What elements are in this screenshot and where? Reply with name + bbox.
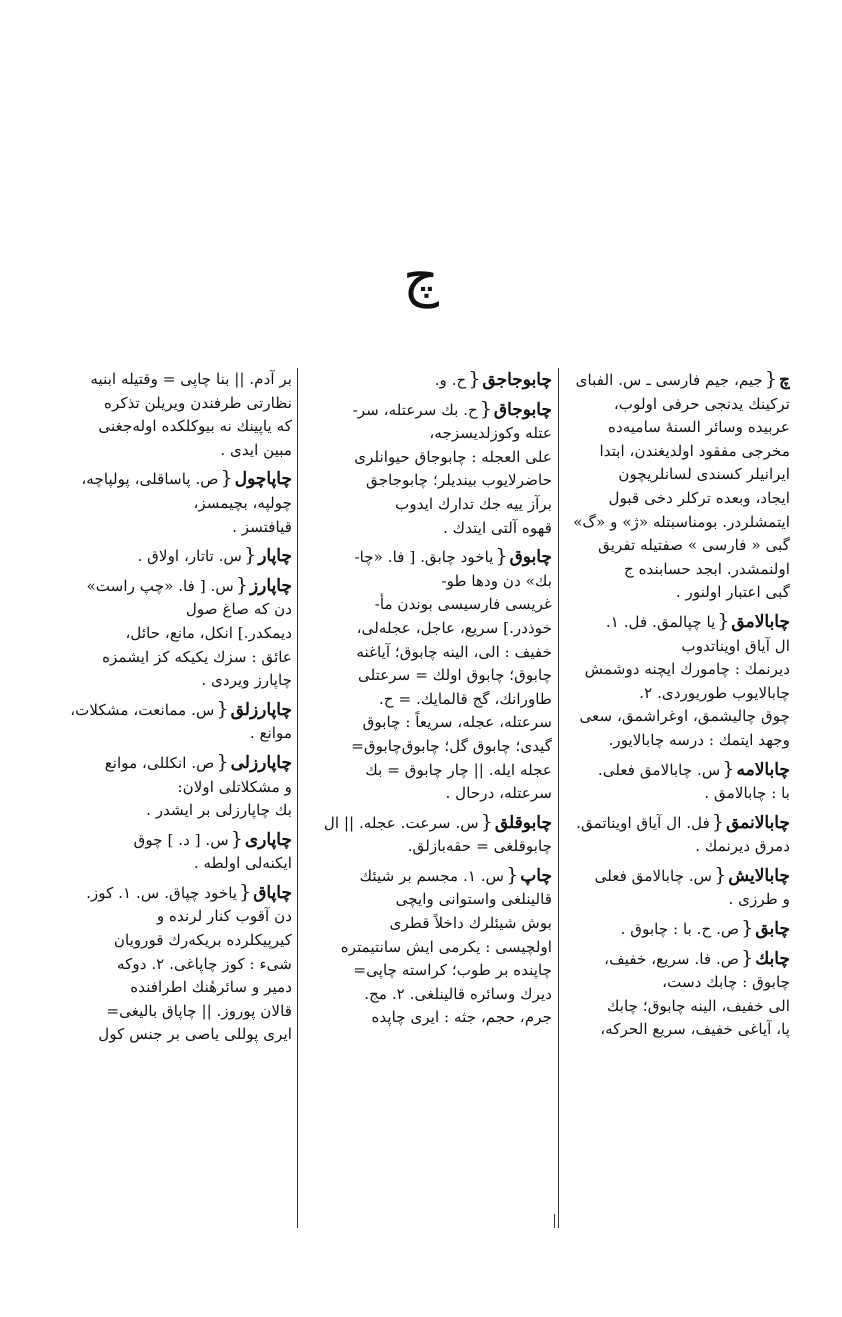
- entry-headword: چاپارزلق: [230, 699, 292, 720]
- entry-text: ال آیاق اویناتدوب: [681, 636, 790, 655]
- entry-line: [40, 622, 292, 646]
- entry-text: چابوقلغی = حقه‌بازلق.: [407, 837, 552, 856]
- entry-line: [40, 722, 292, 746]
- dictionary-entry: [302, 811, 552, 859]
- entry-text: ص. انکللی، موانع: [104, 753, 215, 772]
- entry-text: جرم، حجم، جثه : ایری چاپده: [371, 1008, 552, 1027]
- entry-line: [302, 811, 552, 836]
- entry-text: یاخود چابق. [ فا. «چا-: [354, 548, 494, 567]
- entry-line: [564, 635, 790, 659]
- entry-text: قهوه آلتی ایتدك .: [443, 518, 552, 537]
- entry-text: س. سرعت. عجله. || ال: [323, 813, 479, 832]
- entry-headword: چاپارز: [249, 575, 292, 596]
- column-divider: [558, 368, 559, 1228]
- entry-text: دن که صاغ صول: [185, 600, 292, 619]
- dictionary-entry: [564, 811, 790, 859]
- entry-headword: چ: [779, 370, 790, 390]
- entry-line: [40, 1000, 292, 1024]
- entry-text: غریسی فارسیسی بوندن مأ-: [374, 595, 552, 614]
- entry-line: [302, 782, 552, 806]
- entry-text: بك چاپارزلی بر ایشدر .: [146, 801, 292, 820]
- entry-line: [564, 658, 790, 682]
- entry-line: [40, 574, 292, 599]
- entry-text: چولپه، بچیمسز،: [193, 493, 292, 512]
- entry-line: [302, 711, 552, 735]
- entry-line: [564, 1018, 790, 1042]
- column-divider: [297, 368, 298, 1228]
- entry-text: بك» دن ودها طو-: [441, 571, 552, 590]
- entry-line: [564, 758, 790, 783]
- entry-line: [564, 729, 790, 753]
- entry-line: [302, 983, 552, 1007]
- entry-text: قالان پوروز. || چاپاق بالیغی=: [106, 1001, 292, 1020]
- brace-mark: {: [764, 368, 778, 390]
- entry-line: [40, 905, 292, 929]
- entry-line: [40, 698, 292, 723]
- entry-line: [564, 558, 790, 582]
- entry-text: چاپنده بر طوب؛ کراسته چاپی=: [353, 961, 552, 980]
- entry-line: [302, 617, 552, 641]
- entry-text: س. چابالامق فعلی: [594, 866, 713, 885]
- entry-headword: چاپاری: [244, 829, 292, 850]
- column-left: [40, 368, 292, 1238]
- section-letter-heading: چ: [402, 244, 440, 309]
- entry-text: چابوق؛ چابوق اولك = سرعتلی: [357, 666, 552, 685]
- entry-line: [302, 398, 552, 423]
- entry-text: ح. بك سرعتله، سر-: [352, 400, 478, 419]
- entry-headword: چابوق: [509, 547, 552, 568]
- entry-line: [40, 669, 292, 693]
- entry-line: [40, 544, 292, 569]
- entry-line: [40, 852, 292, 876]
- entry-text: عائق : سزك یکیکه کز ایشمزه: [102, 647, 292, 666]
- entry-headword: چابوقلق: [494, 812, 552, 833]
- entry-text: الی خفیف، الینه چابوق؛ چابك: [607, 996, 790, 1015]
- entry-line: [564, 511, 790, 535]
- dictionary-entry: [40, 467, 292, 539]
- entry-line: [302, 493, 552, 517]
- entry-text: دمیر و سائرهٔنك اطرافنده: [130, 978, 292, 997]
- entry-line: [564, 368, 790, 393]
- brace-mark: {: [230, 827, 243, 850]
- entry-text: عربیده وسائر السنهٔ سامیه‌ده: [607, 418, 790, 437]
- entry-line: [302, 570, 552, 594]
- entry-text: اولچیسی : یکرمی ایش سانتیمتره: [340, 937, 552, 956]
- dictionary-entry: [302, 398, 552, 541]
- entry-line: [564, 811, 790, 836]
- entry-line: [40, 392, 292, 416]
- entry-line: [40, 751, 292, 776]
- entry-text: و مشکلاتلی اولان:: [177, 777, 292, 796]
- entry-text: ص. ح. با : چابوق .: [620, 920, 740, 939]
- entry-text: خفیف : الی، الینه چابوق؛ آیاغنه: [356, 642, 552, 661]
- column-middle: [302, 368, 552, 1238]
- entry-line: [564, 463, 790, 487]
- entry-line: [40, 516, 292, 540]
- entry-line: [564, 581, 790, 605]
- brace-mark: {: [722, 757, 735, 780]
- entry-headword: چابوجاجق: [482, 370, 552, 390]
- entry-headword: چاپار: [258, 546, 292, 567]
- entry-line: [302, 1006, 552, 1030]
- entry-text: مخرجی مفقود اولدیغندن، ابتدا: [599, 441, 790, 460]
- entry-line: [564, 416, 790, 440]
- entry-line: [302, 835, 552, 859]
- entry-line: [40, 881, 292, 906]
- entry-line: [302, 641, 552, 665]
- entry-text: با : چابالامق .: [704, 784, 790, 803]
- entry-text: سرعتله، درحال .: [445, 784, 552, 803]
- entry-headword: چابوجاق: [493, 399, 552, 420]
- entry-text: ایکنه‌لی اولطه .: [193, 854, 292, 873]
- dictionary-entry: [40, 544, 292, 569]
- dictionary-entry: [302, 545, 552, 806]
- entry-line: [40, 646, 292, 670]
- entry-text: چابالایوب طوریوردی. ۲.: [639, 683, 790, 702]
- brace-mark: {: [479, 397, 492, 420]
- entry-headword: چاپ: [520, 865, 552, 886]
- entry-text: و طرزی .: [728, 890, 790, 909]
- entry-text: عجله ایله. || چار چابوق = بك: [365, 760, 552, 779]
- entry-line: [40, 828, 292, 853]
- entry-line: [40, 976, 292, 1000]
- entry-text: دیرنمك : چامورك ایچنه دوشمش: [584, 660, 790, 679]
- entry-text: س. [ فا. «چپ راست»: [86, 576, 234, 595]
- entry-text: کیرپیکلرده بریکه‌رك قورویان: [113, 931, 292, 950]
- brace-mark: {: [506, 863, 519, 886]
- dictionary-entry: [40, 828, 292, 876]
- dictionary-entry: [40, 881, 292, 1047]
- entry-line: [302, 593, 552, 617]
- entry-line: [302, 959, 552, 983]
- entry-line: [40, 953, 292, 977]
- entry-line: [564, 917, 790, 942]
- dictionary-entry: [564, 917, 790, 942]
- brace-mark: {: [495, 545, 508, 568]
- entry-text: گبی اعتبار اولنور .: [675, 583, 790, 602]
- column-right: [564, 368, 790, 1238]
- entry-line: [302, 936, 552, 960]
- dictionary-entry: [564, 758, 790, 806]
- entry-text: دیرك وسائره قالینلغی. ۲. مج.: [364, 984, 552, 1003]
- entry-text: س. ۱. مجسم بر شیئك: [359, 866, 505, 885]
- entry-headword: چابق: [755, 919, 790, 940]
- brace-mark: {: [468, 368, 481, 390]
- entry-line: [302, 735, 552, 759]
- entry-text: جیم، جیم فارسی ـ س. الفبای: [575, 371, 763, 389]
- dictionary-entry: [564, 864, 790, 912]
- brace-mark: {: [220, 467, 233, 490]
- entry-text: چوق چالیشمق، اوغراشمق، سعی: [579, 707, 790, 726]
- entry-line: [564, 393, 790, 417]
- entry-headword: چابالامه: [736, 759, 790, 780]
- entry-line: [40, 492, 292, 516]
- entry-text: اولنمشدر. ابجد حسابنده ج: [623, 559, 790, 578]
- dictionary-entry: [40, 751, 292, 823]
- entry-text: خوذدر.] سریع، عاجل، عجله‌لی،: [356, 618, 552, 637]
- brace-mark: {: [711, 810, 724, 833]
- dictionary-entry: [564, 947, 790, 1042]
- entry-line: [302, 422, 552, 446]
- brace-mark: {: [216, 697, 229, 720]
- dictionary-entry: [564, 610, 790, 753]
- entry-line: [302, 469, 552, 493]
- entry-headword: چاپارزلی: [230, 752, 292, 773]
- entry-text: ح. و.: [434, 371, 467, 389]
- entry-line: [40, 415, 292, 439]
- entry-text: ایتمشلردر. بومناسبتله «ژ» و «گ»: [573, 512, 790, 531]
- brace-mark: {: [235, 573, 248, 596]
- entry-line: [302, 912, 552, 936]
- entry-text: عتله وکوزلدیسزجه،: [429, 424, 552, 443]
- entry-text: وجهد ایتمك : درسه چابالایور.: [608, 730, 790, 749]
- entry-text: دمرق دیرنمك .: [695, 837, 790, 856]
- entry-headword: چابك: [755, 948, 790, 969]
- entry-text: علی العجله : چابوجاق حیوانلری: [354, 447, 552, 466]
- entry-text: سرعتله، عجله، سریعاً : چابوق: [362, 713, 552, 732]
- entry-text: یا چپالمق. فل. ۱.: [605, 612, 716, 631]
- entry-text: دن آقوب کنار لرنده و: [156, 907, 292, 926]
- entry-line: [302, 368, 552, 393]
- entry-text: نظارتی طرفندن ویریلن تذکره: [104, 393, 292, 412]
- entry-text: یاخود چپاق. س. ۱. کوز.: [86, 883, 238, 902]
- brace-mark: {: [216, 750, 229, 773]
- entry-text: حاضرلایوب بیندیلر؛ چابوجاجق: [366, 471, 552, 490]
- entry-headword: چابالامق: [731, 611, 790, 632]
- entry-line: [40, 799, 292, 823]
- entry-line: [40, 368, 292, 392]
- entry-text: س. تاتار، اولاق .: [137, 547, 243, 566]
- dictionary-entry: [40, 574, 292, 693]
- entry-text: قالینلغی واستوانی وایچی: [395, 890, 552, 909]
- entry-text: س. [ د. ] چوق: [133, 830, 229, 849]
- entry-line: [564, 682, 790, 706]
- entry-line: [302, 446, 552, 470]
- entry-line: [564, 440, 790, 464]
- entry-text: موانع .: [249, 724, 292, 743]
- margin-mark: [554, 1214, 555, 1228]
- entry-text: شیء : کوز چاپاغی. ۲. دوکه: [117, 954, 292, 973]
- brace-mark: {: [480, 810, 493, 833]
- entry-line: [564, 534, 790, 558]
- entry-line: [564, 782, 790, 806]
- entry-line: [40, 598, 292, 622]
- entry-headword: چاپاق: [253, 882, 292, 903]
- entry-text: چاپارز ویردی .: [201, 671, 292, 690]
- entry-headword: چابالانمق: [725, 812, 790, 833]
- entry-line: [564, 971, 790, 995]
- entry-text: ایجاد، وبعده ترکلر دخی قبول: [608, 488, 790, 507]
- entry-line: [40, 929, 292, 953]
- entry-text: ترکینك یدنجی حرفی اولوب،: [613, 394, 790, 413]
- entry-line: [302, 545, 552, 570]
- entry-line: [564, 610, 790, 635]
- entry-text: برآز ییه جك تدارك ایدوب: [395, 494, 552, 513]
- entry-text: ص. پاساقلی، پولپاچه،: [81, 470, 219, 489]
- dictionary-entry: [40, 698, 292, 746]
- entry-text: بر آدم. || بنا چاپی = وقتیله ابنیه: [90, 370, 292, 388]
- entry-line: [302, 517, 552, 541]
- brace-mark: {: [717, 609, 730, 632]
- entry-line: [564, 888, 790, 912]
- brace-mark: {: [741, 946, 754, 969]
- entry-text: س. چابالامق فعلی.: [597, 760, 721, 779]
- entry-line: [564, 995, 790, 1019]
- entry-line: [302, 688, 552, 712]
- entry-text: پا، آیاغی خفیف، سریع الحرکه،: [600, 1020, 790, 1039]
- entry-line: [302, 664, 552, 688]
- entry-line: [302, 864, 552, 889]
- entry-line: [40, 1023, 292, 1047]
- entry-line: [40, 439, 292, 463]
- entry-line: [40, 467, 292, 492]
- entry-text: ایری پوللی یاصی بر جنس کول: [98, 1025, 292, 1044]
- entry-line: [564, 947, 790, 972]
- dictionary-entry: [302, 864, 552, 1030]
- entry-text: قیافتسز .: [232, 517, 292, 536]
- brace-mark: {: [741, 917, 754, 940]
- entry-text: طاورانك، گج قالمایك. = ح.: [378, 689, 552, 708]
- entry-text: گبی « فارسی » صفتیله تفریق: [598, 536, 790, 555]
- entry-text: که یاپینك نه بیوکلکده اوله‌جغنی: [98, 417, 292, 436]
- entry-line: [564, 705, 790, 729]
- entry-headword: چابالایش: [728, 865, 790, 886]
- entry-text: گیدی؛ چابوق گل؛ چابوق‌چابوق=: [351, 736, 552, 755]
- entry-text: بوش شیئلرك داخلاً قطری: [389, 914, 552, 933]
- entry-text: فل. ال آیاق اویناتمق.: [576, 813, 710, 832]
- entry-text: س. ممانعت، مشکلات،: [70, 700, 215, 719]
- entry-line: [302, 888, 552, 912]
- entry-line: [564, 835, 790, 859]
- entry-line: [302, 759, 552, 783]
- entry-text: مبین ایدی .: [220, 440, 292, 459]
- entry-text: چابوق : چابك دست،: [662, 973, 790, 992]
- entry-line: [564, 864, 790, 889]
- dictionary-entry: [564, 368, 790, 605]
- entry-text: دیمکدر.] انکل، مانع، حائل،: [125, 623, 292, 642]
- brace-mark: {: [714, 863, 727, 886]
- entry-text: ایرانیلر کسندی لسانلریچون: [618, 465, 790, 484]
- entry-text: ص. فا. سریع، خفیف،: [604, 949, 740, 968]
- entry-line: [564, 487, 790, 511]
- dictionary-entry: [40, 368, 292, 462]
- entry-headword: چاپاچول: [234, 469, 292, 490]
- dictionary-entry: [302, 368, 552, 393]
- brace-mark: {: [244, 544, 257, 567]
- entry-line: [40, 776, 292, 800]
- brace-mark: {: [239, 880, 252, 903]
